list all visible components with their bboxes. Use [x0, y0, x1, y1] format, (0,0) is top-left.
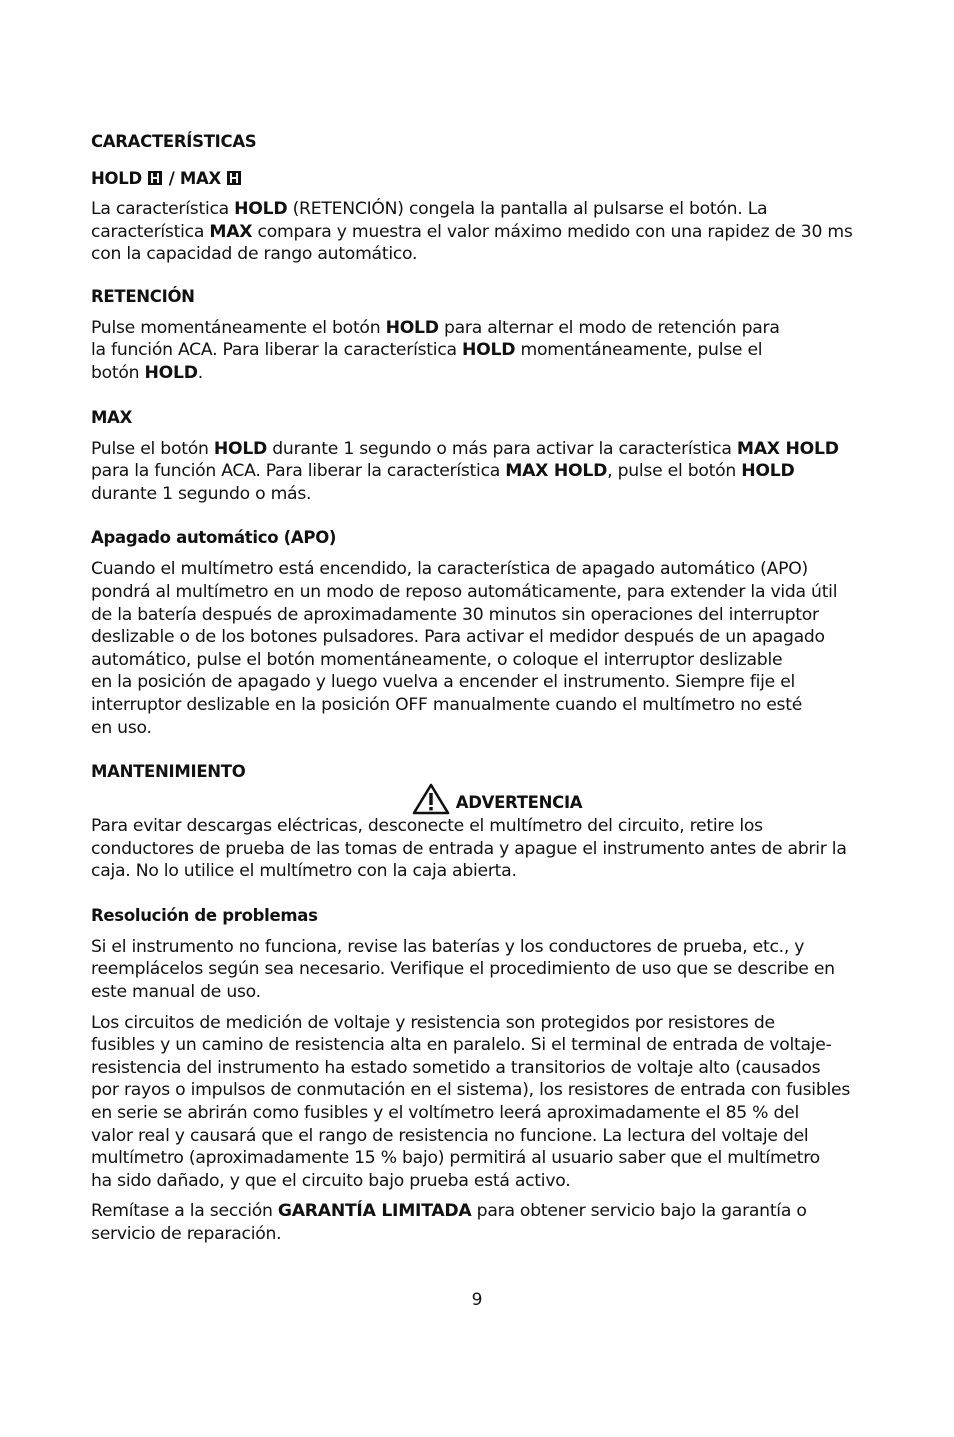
subheading-hold-max: [91, 168, 903, 190]
section-heading-apo: Apagado automático (APO): [91, 528, 337, 548]
text-run: compara y muestra el valor máximo medido con una rapidez de 30 ms con la capacidad de rango automático.: [91, 221, 853, 265]
text-run: para la función ACA. Para liberar la característica: [91, 461, 501, 482]
text-run: .: [197, 362, 203, 383]
text-run: La característica: [91, 199, 235, 219]
section-heading-caracteristicas: CARACTERÍSTICAS: [91, 132, 257, 151]
section-heading-resolucion: Resolución de problemas: [91, 905, 318, 925]
text-run: momentáneamente, pulse el botón: [91, 340, 763, 383]
resolucion-paragraph-2: Los circuitos de medición de voltaje y resistencia son protegidos por resistores de fusibles y un camino de resistencia alta en paralelo. Si el terminal de entrada de voltaje- resistencia del instrumento ha estado sometido a transitorios de voltaje alto (causados por rayos o impulsos de conmutación en el sistema), los resistores de entrada con fusibles en serie se abrirán como fusibles y el voltímetro leerá aproximadamente el 85 % del valor real y causará que el rango de resistencia no funcione. La lectura del voltaje del multímetro (aproximadamente 15 % bajo) permitirá al usuario saber que el multímetro ha sido dañado, y que el circuito bajo prueba está activo.: [91, 1012, 851, 1191]
text-run: para alternar el modo de retención para la función ACA. Para liberar la característica: [91, 317, 780, 361]
max-description: [91, 438, 903, 506]
text-run: (RETENCIÓN) congela la pantalla al pulsarse el botón. La característica: [91, 199, 768, 242]
text-run: durante 1 segundo o más para activar la característica: [267, 438, 737, 459]
text-run: durante 1 segundo o más.: [91, 483, 312, 504]
text-run: Pulse momentáneamente el botón: [91, 317, 386, 338]
hold-description: [91, 198, 903, 266]
max-label: / MAX: [168, 169, 221, 188]
section-heading-mantenimiento: MANTENIMIENTO: [91, 762, 246, 782]
resolucion-paragraph-3: [91, 1200, 903, 1245]
text-run: Remítase a la sección: [91, 1201, 278, 1222]
bold-run: HOLD: [741, 461, 795, 482]
bold-run: HOLD: [385, 317, 439, 338]
resolucion-paragraph-1: Si el instrumento no funciona, revise las baterías y los conductores de prueba, etc., y reemplácelos según sea necesario. Verifique el procedimiento de uso que se describe en este manual de uso.: [91, 936, 835, 1003]
bold-run: HOLD: [144, 362, 198, 383]
warning-label: ADVERTENCIA: [455, 793, 583, 813]
section-heading-max: MAX: [91, 407, 133, 427]
bold-run: HOLD: [234, 199, 288, 219]
bold-run: GARANTÍA LIMITADA: [277, 1201, 472, 1222]
warning-row: [91, 783, 903, 817]
bold-run: MAX: [209, 221, 253, 242]
warning-triangle-icon: [412, 783, 450, 815]
section-heading-retencion: RETENCIÓN: [91, 286, 195, 306]
bold-run: MAX HOLD: [736, 438, 839, 459]
bold-run: HOLD: [462, 340, 516, 361]
bold-run: MAX HOLD: [505, 461, 608, 482]
retencion-description: [91, 317, 903, 385]
text-run: , pulse el botón: [607, 461, 742, 482]
apo-description: Cuando el multímetro está encendido, la característica de apagado automático (APO) pondrá al multímetro en un modo de reposo automáticamente, para extender la vida útil de la batería después de aproximadamente 30 minutos sin operaciones del interruptor deslizable o de los botones pulsadores. Para activar el medidor después de un apagado automático, pulse el botón momentáneamente, o coloque el interruptor deslizable en la posición de apagado y luego vuelva a encender el instrumento. Siempre fije el interruptor deslizable en la posición OFF manualmente cuando el multímetro no esté en uso.: [91, 559, 838, 738]
hold-label: HOLD: [91, 169, 142, 188]
mantenimiento-description: Para evitar descargas eléctricas, desconecte el multímetro del circuito, retire los conductores de prueba de las tomas de entrada y apague el instrumento antes de abrir la caja. No lo utilice el multímetro con la caja abierta.: [91, 816, 847, 882]
text-run: para obtener servicio bajo la garantía o servicio de reparación.: [91, 1201, 807, 1244]
hold-symbol-icon: [148, 171, 162, 185]
text-run: Pulse el botón: [91, 438, 214, 459]
bold-run: HOLD: [213, 438, 268, 459]
document-body: [91, 128, 903, 1246]
max-hold-symbol-icon: [227, 171, 241, 185]
page-number: 9: [471, 1290, 483, 1310]
